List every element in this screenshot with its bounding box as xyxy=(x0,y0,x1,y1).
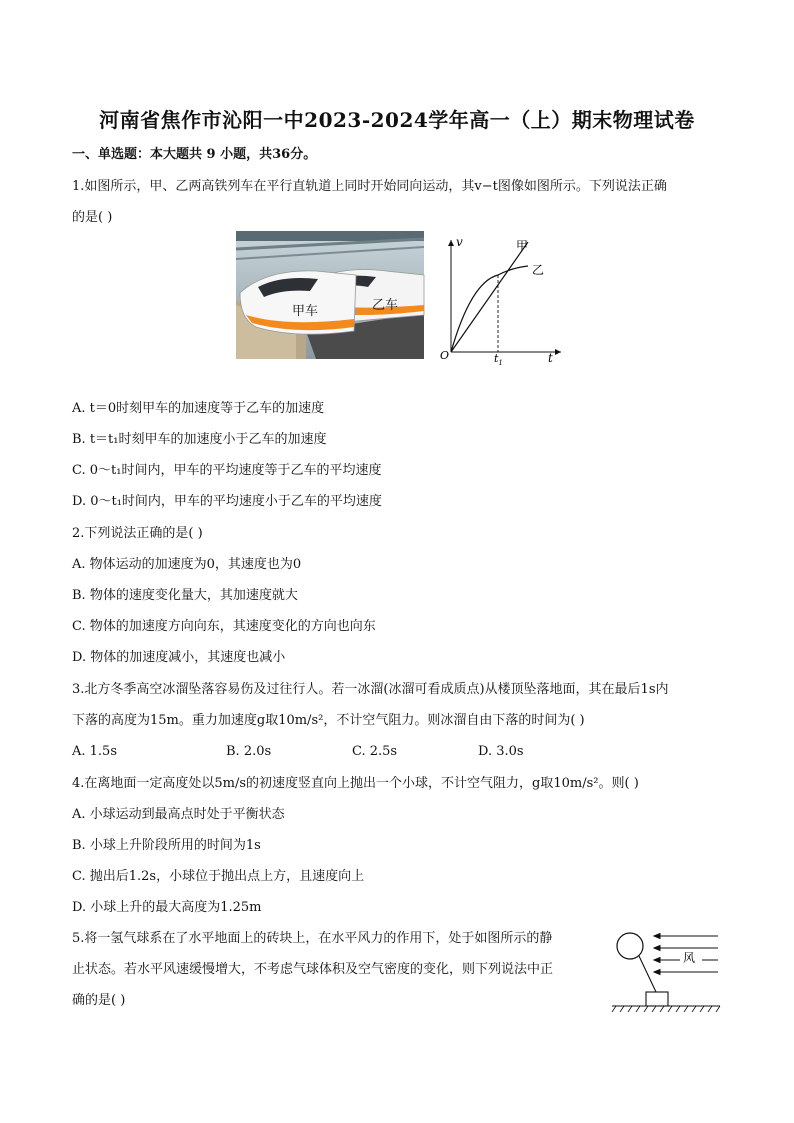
q3-options xyxy=(72,744,672,762)
balloon-diagram xyxy=(606,926,724,1018)
q2-stem: 2.下列说法正确的是( ) xyxy=(72,526,203,541)
q2-option-b: B. 物体的速度变化量大，其加速度就大 xyxy=(72,588,298,603)
origin-label: O xyxy=(440,349,450,362)
series-a-line xyxy=(451,242,528,352)
series-a-label: 甲 xyxy=(516,239,529,253)
ground-hatching xyxy=(612,1006,720,1012)
q5-stem-line3: 确的是( ) xyxy=(72,993,126,1008)
vt-graph xyxy=(436,232,566,367)
q4-option-b: B. 小球上升阶段所用的时间为1s xyxy=(72,838,261,853)
brick xyxy=(646,992,668,1006)
q1-stem-line1: 1.如图所示，甲、乙两高铁列车在平行直轨道上同时开始同向运动，其v−t图像如图所示。下列说法正确 xyxy=(72,179,667,194)
q3-option-a: A. 1.5s xyxy=(72,744,117,759)
section-heading: 一、单选题：本大题共 9 小题，共36分。 xyxy=(72,147,317,162)
v-axis-label: v xyxy=(456,235,463,249)
q5-stem-line2: 止状态。若水平风速缓慢增大，不考虑气球体积及空气密度的变化，则下列说法中正 xyxy=(72,962,554,977)
series-b-curve xyxy=(451,266,528,352)
t-axis-label: t xyxy=(548,351,553,365)
balloon-string xyxy=(639,956,656,992)
q1-option-b: B. t＝t₁时刻甲车的加速度小于乙车的加速度 xyxy=(72,432,327,447)
t1-label: $t_1$ xyxy=(494,352,503,367)
train-photo xyxy=(236,231,424,359)
q2-option-d: D. 物体的加速度减小，其速度也减小 xyxy=(72,650,286,665)
wind-label: 风 xyxy=(683,951,696,965)
q1-stem-line2: 的是( ) xyxy=(72,210,113,225)
q3-option-b: B. 2.0s xyxy=(226,744,272,759)
q1-option-d: D. 0～t₁时间内，甲车的平均速度小于乙车的平均速度 xyxy=(72,494,382,509)
q4-option-c: C. 抛出后1.2s，小球位于抛出点上方，且速度向上 xyxy=(72,869,365,884)
q1-option-a: A. t＝0时刻甲车的加速度等于乙车的加速度 xyxy=(72,401,325,416)
q3-option-d: D. 3.0s xyxy=(478,744,524,759)
q3-option-c: C. 2.5s xyxy=(352,744,398,759)
train-b-label: 乙车 xyxy=(372,298,399,313)
q5-stem-line1: 5.将一氢气球系在了水平地面上的砖块上，在水平风力的作用下，处于如图所示的静 xyxy=(72,931,553,946)
q1-option-c: C. 0～t₁时间内，甲车的平均速度等于乙车的平均速度 xyxy=(72,463,382,478)
q4-option-d: D. 小球上升的最大高度为1.25m xyxy=(72,900,262,915)
series-b-label: 乙 xyxy=(532,263,545,277)
q2-option-c: C. 物体的加速度方向向东，其速度变化的方向也向东 xyxy=(72,619,376,634)
q3-stem-line1: 3.北方冬季高空冰溜坠落容易伤及过往行人。若一冰溜(冰溜可看成质点)从楼顶坠落地面，其在最后1s内 xyxy=(72,682,669,697)
page-title: 河南省焦作市沁阳一中2023-2024学年高一（上）期末物理试卷 xyxy=(99,108,695,132)
q3-stem-line2: 下落的高度为15m。重力加速度g取10m/s²，不计空气阻力。则冰溜自由下落的时间为( ) xyxy=(72,713,585,728)
q4-stem: 4.在离地面一定高度处以5m/s的初速度竖直向上抛出一个小球，不计空气阻力，g取10m/s²。则( ) xyxy=(72,776,639,791)
train-a-label: 甲车 xyxy=(292,304,319,319)
q4-option-a: A. 小球运动到最高点时处于平衡状态 xyxy=(72,807,285,822)
balloon-circle xyxy=(617,933,643,959)
q2-option-a: A. 物体运动的加速度为0，其速度也为0 xyxy=(72,557,302,572)
